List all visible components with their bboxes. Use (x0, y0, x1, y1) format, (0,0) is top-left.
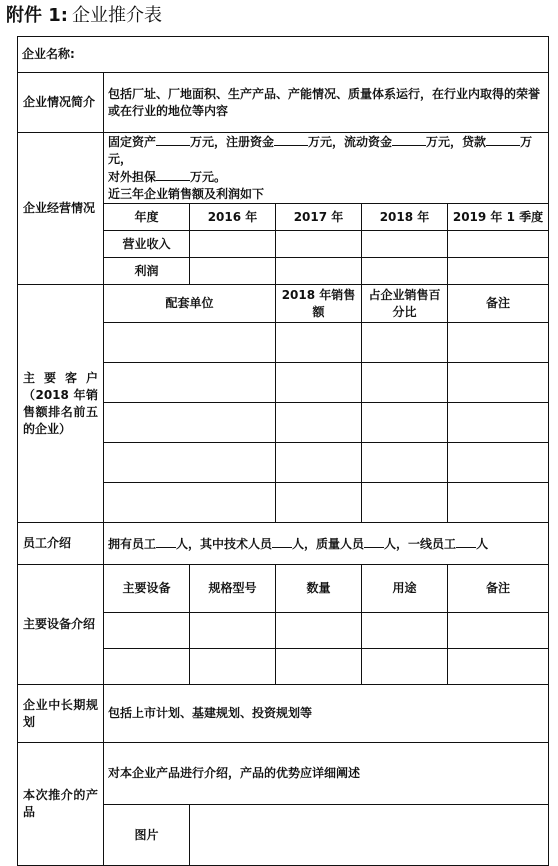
customer-sales-cell[interactable] (276, 483, 362, 523)
loan-blank[interactable] (486, 133, 520, 146)
customer-share-cell[interactable] (362, 443, 448, 483)
profit-2019q1-cell[interactable] (448, 258, 549, 285)
working-capital-blank[interactable] (392, 133, 426, 146)
customer-sales-cell[interactable] (276, 403, 362, 443)
equipment-col-notes: 备注 (448, 565, 549, 613)
equipment-spec-cell[interactable] (190, 649, 276, 685)
revenue-2017-cell[interactable] (276, 231, 362, 258)
operations-line3: 近三年企业销售额及利润如下 (108, 187, 265, 201)
customer-sales-cell[interactable] (276, 323, 362, 363)
equipment-header-row (18, 565, 549, 613)
sales-col-2018: 2018 年 (362, 204, 448, 231)
company-name-field[interactable] (18, 37, 549, 73)
customers-col-unit: 配套单位 (104, 285, 276, 323)
sales-col-year: 年度 (104, 204, 190, 231)
fixed-assets-blank[interactable] (156, 133, 190, 146)
operations-line2: 对外担保 万元。 (108, 170, 227, 184)
picture-area[interactable] (190, 805, 549, 866)
operations-line1: 固定资产 万元，注册资金 万元，流动资金 万元，贷款 万元， (108, 135, 533, 166)
page-title (6, 4, 162, 28)
customer-share-cell[interactable] (362, 483, 448, 523)
customer-sales-cell[interactable] (276, 443, 362, 483)
customers-col-notes: 备注 (448, 285, 549, 323)
revenue-2018-cell[interactable] (362, 231, 448, 258)
plan-text[interactable]: 包括上市计划、基建规划、投资规划等 (104, 685, 549, 743)
customer-unit-cell[interactable] (104, 443, 276, 483)
sales-col-2017: 2017 年 (276, 204, 362, 231)
guarantee-blank[interactable] (156, 168, 190, 181)
equipment-name-cell[interactable] (104, 649, 190, 685)
plan-label: 企业中长期规划 (18, 685, 104, 743)
profit-2016-cell[interactable] (190, 258, 276, 285)
quality-staff-blank[interactable] (364, 535, 384, 548)
customers-col-sales: 2018 年销售额 (276, 285, 362, 323)
title-text: 企业推介表 (72, 5, 162, 26)
operations-label: 企业经营情况 (18, 133, 104, 285)
customer-unit-cell[interactable] (104, 483, 276, 523)
company-name-label: 企业名称: (22, 47, 75, 61)
profile-text[interactable]: 包括厂址、厂地面积、生产产品、产能情况、质量体系运行，在行业内取得的荣誉或在行业的地位等内容 (104, 73, 549, 133)
product-label: 本次推介的产品 (18, 743, 104, 866)
equipment-use-cell[interactable] (362, 649, 448, 685)
frontline-staff-blank[interactable] (456, 535, 476, 548)
total-staff-blank[interactable] (156, 535, 176, 548)
staff-label: 员工介绍 (18, 523, 104, 565)
profit-2018-cell[interactable] (362, 258, 448, 285)
technical-staff-blank[interactable] (272, 535, 292, 548)
customer-notes-cell[interactable] (448, 483, 549, 523)
product-text[interactable]: 对本企业产品进行介绍，产品的优势应详细阐述 (104, 743, 549, 805)
customer-share-cell[interactable] (362, 363, 448, 403)
customer-unit-cell[interactable] (104, 363, 276, 403)
customer-share-cell[interactable] (362, 403, 448, 443)
customer-notes-cell[interactable] (448, 323, 549, 363)
customer-unit-cell[interactable] (104, 403, 276, 443)
title-prefix: 附件 1: (6, 5, 68, 26)
equipment-name-cell[interactable] (104, 613, 190, 649)
revenue-label: 营业收入 (104, 231, 190, 258)
profit-label: 利润 (104, 258, 190, 285)
equipment-col-spec: 规格型号 (190, 565, 276, 613)
equipment-col-qty: 数量 (276, 565, 362, 613)
registered-capital-blank[interactable] (274, 133, 308, 146)
recommendation-form (17, 36, 549, 866)
customer-notes-cell[interactable] (448, 403, 549, 443)
equipment-qty-cell[interactable] (276, 649, 362, 685)
equipment-notes-cell[interactable] (448, 613, 549, 649)
operations-intro[interactable] (104, 133, 549, 204)
customer-sales-cell[interactable] (276, 363, 362, 403)
equipment-label: 主要设备介绍 (18, 565, 104, 685)
customer-notes-cell[interactable] (448, 443, 549, 483)
equipment-col-use: 用途 (362, 565, 448, 613)
revenue-2019q1-cell[interactable] (448, 231, 549, 258)
customer-share-cell[interactable] (362, 323, 448, 363)
sales-col-2019q1: 2019 年 1 季度 (448, 204, 549, 231)
customers-header-row (18, 285, 549, 323)
profit-2017-cell[interactable] (276, 258, 362, 285)
staff-text[interactable]: 拥有员工 人，其中技术人员 人，质量人员 人，一线员工 人 (104, 523, 549, 565)
sales-col-2016: 2016 年 (190, 204, 276, 231)
equipment-use-cell[interactable] (362, 613, 448, 649)
equipment-qty-cell[interactable] (276, 613, 362, 649)
customers-col-share: 占企业销售百分比 (362, 285, 448, 323)
customer-notes-cell[interactable] (448, 363, 549, 403)
profile-label: 企业情况简介 (18, 73, 104, 133)
picture-label: 图片 (104, 805, 190, 866)
equipment-col-name: 主要设备 (104, 565, 190, 613)
customers-label: 主要客户（2018 年销售额排名前五的企业） (18, 285, 104, 523)
customer-unit-cell[interactable] (104, 323, 276, 363)
revenue-2016-cell[interactable] (190, 231, 276, 258)
equipment-spec-cell[interactable] (190, 613, 276, 649)
equipment-notes-cell[interactable] (448, 649, 549, 685)
